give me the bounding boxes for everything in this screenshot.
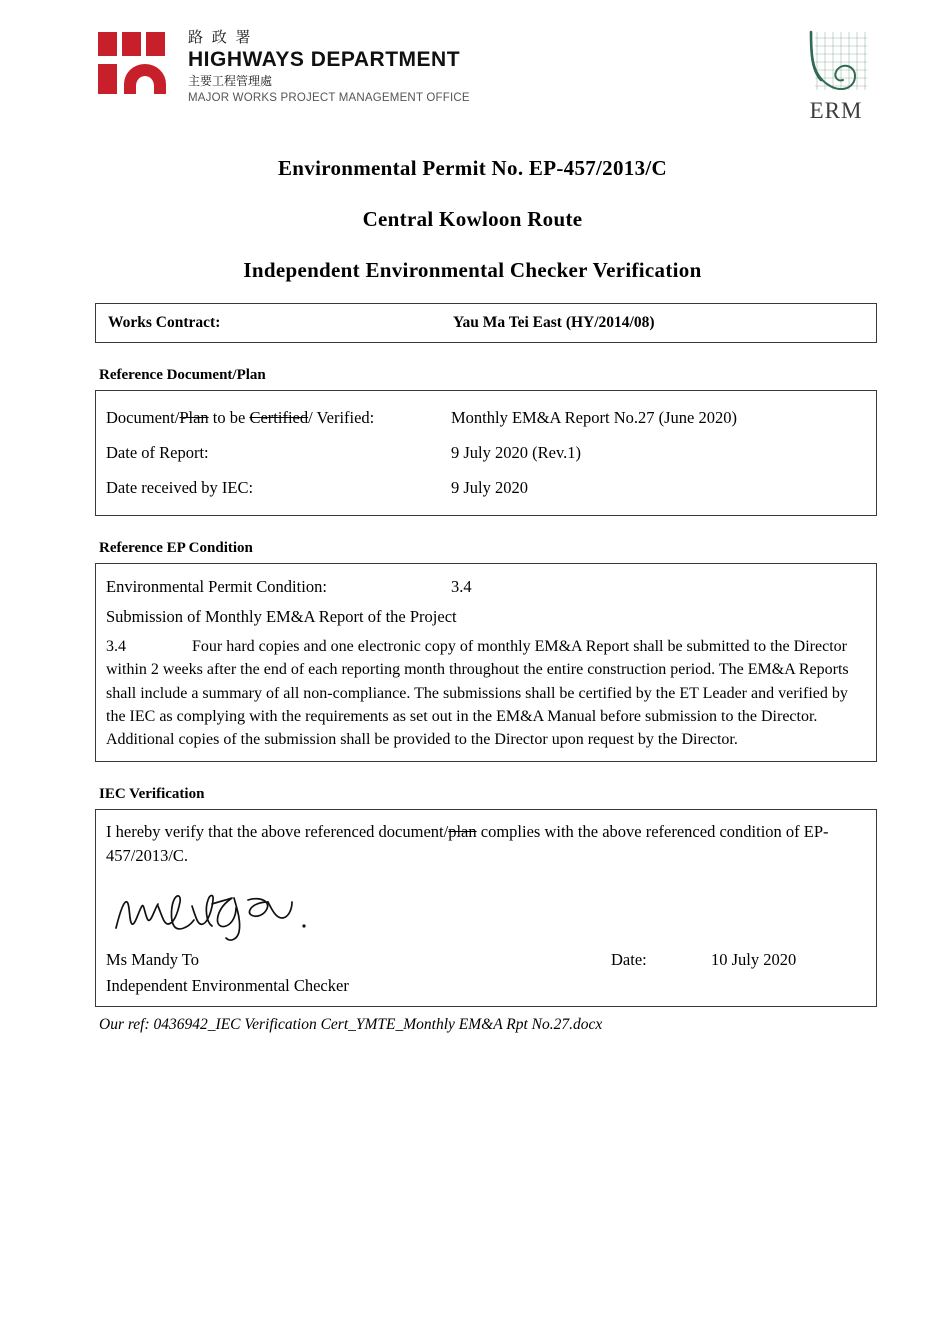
date-of-report-value: 9 July 2020 (Rev.1)	[451, 442, 582, 462]
document-subtitle: Independent Environmental Checker Verification	[243, 258, 702, 282]
department-name-block	[188, 26, 470, 106]
signer-name: Ms Mandy To	[106, 950, 199, 970]
office-en-name: MAJOR WORKS PROJECT MANAGEMENT OFFICE	[188, 91, 470, 104]
signature-row	[106, 948, 866, 970]
project-title: Central Kowloon Route	[362, 207, 583, 231]
document-header	[0, 0, 945, 124]
reference-document-section-label: Reference Document/Plan	[99, 367, 266, 383]
iec-verification-section-label: IEC Verification	[99, 786, 205, 803]
office-cn-name: 主要工程管理處	[188, 74, 273, 89]
works-contract-value: Yau Ma Tei East (HY/2014/08)	[453, 314, 655, 331]
statement-part2: complies with the above referenced condition of EP-457/2013/C.	[106, 822, 829, 866]
ep-condition-label: Environmental Permit Condition:	[106, 577, 327, 597]
statement-strike-plan: plan	[448, 822, 477, 842]
document-to-verify-label	[106, 406, 451, 431]
doc-label-prefix: Document/	[106, 408, 180, 427]
reference-document-box	[95, 390, 877, 516]
works-contract-box	[95, 303, 877, 343]
doc-label-mid: to be	[208, 408, 250, 427]
clause-text: Four hard copies and one electronic copy of monthly EM&A Report shall be submitted to the Director within 2 weeks after the end of each reporting month throughout the entire construction period. The EM&A Reports shall include a summary of all non-compliance. The submissions shall be certified by the ET Leader and verified by the IEC as complying with the requirements as set out in the EM&A Manual before submission to the Director. Additional copies of the submission shall be provided to the Director upon request by the Director.	[106, 638, 849, 748]
ep-condition-subtitle: Submission of Monthly EM&A Report of the Project	[106, 607, 457, 627]
clause-number: 3.4	[106, 638, 126, 656]
reference-ep-condition-section-label: Reference EP Condition	[99, 540, 253, 557]
doc-label-strike-plan: Plan	[179, 408, 209, 427]
document-body	[0, 303, 945, 1034]
date-value: 10 July 2020	[711, 950, 797, 970]
highways-department-block	[98, 26, 470, 106]
table-row	[106, 401, 866, 436]
consultant-logo-block	[797, 26, 875, 124]
dept-cn-name: 路 政 署	[188, 28, 253, 46]
reference-ep-condition-box	[95, 563, 877, 762]
doc-label-strike-certified: Certified	[249, 408, 309, 427]
statement-part1: I hereby verify that the above referenced document/	[106, 822, 449, 842]
signer-title: Independent Environmental Checker	[106, 976, 349, 996]
dept-en-name: HIGHWAYS DEPARTMENT	[188, 48, 461, 71]
page-title: Environmental Permit No. EP-457/2013/C	[278, 156, 667, 180]
erm-leaf-grid-icon	[797, 30, 875, 96]
iec-verification-box	[95, 809, 877, 1007]
table-row	[106, 574, 866, 601]
works-contract-label: Works Contract:	[108, 314, 221, 331]
signature-area	[106, 876, 866, 948]
handwritten-signature-icon	[108, 876, 428, 948]
date-of-report-label: Date of Report:	[106, 442, 209, 462]
table-row	[106, 436, 866, 471]
date-received-label: Date received by IEC:	[106, 477, 254, 497]
date-received-value: 9 July 2020	[451, 477, 529, 497]
table-row	[106, 471, 866, 506]
highways-department-logo-icon	[98, 26, 176, 98]
document-titles	[0, 156, 945, 283]
document-to-verify-value: Monthly EM&A Report No.27 (June 2020)	[451, 408, 737, 427]
verification-statement	[106, 820, 866, 868]
date-label: Date:	[611, 950, 647, 970]
our-ref-footer: Our ref: 0436942_IEC Verification Cert_YMTE_Monthly EM&A Rpt No.27.docx	[99, 1016, 603, 1034]
ep-condition-clause	[106, 635, 866, 751]
doc-label-suffix: / Verified:	[308, 408, 375, 427]
ep-condition-value: 3.4	[451, 577, 472, 597]
consultant-label: ERM	[809, 98, 863, 123]
